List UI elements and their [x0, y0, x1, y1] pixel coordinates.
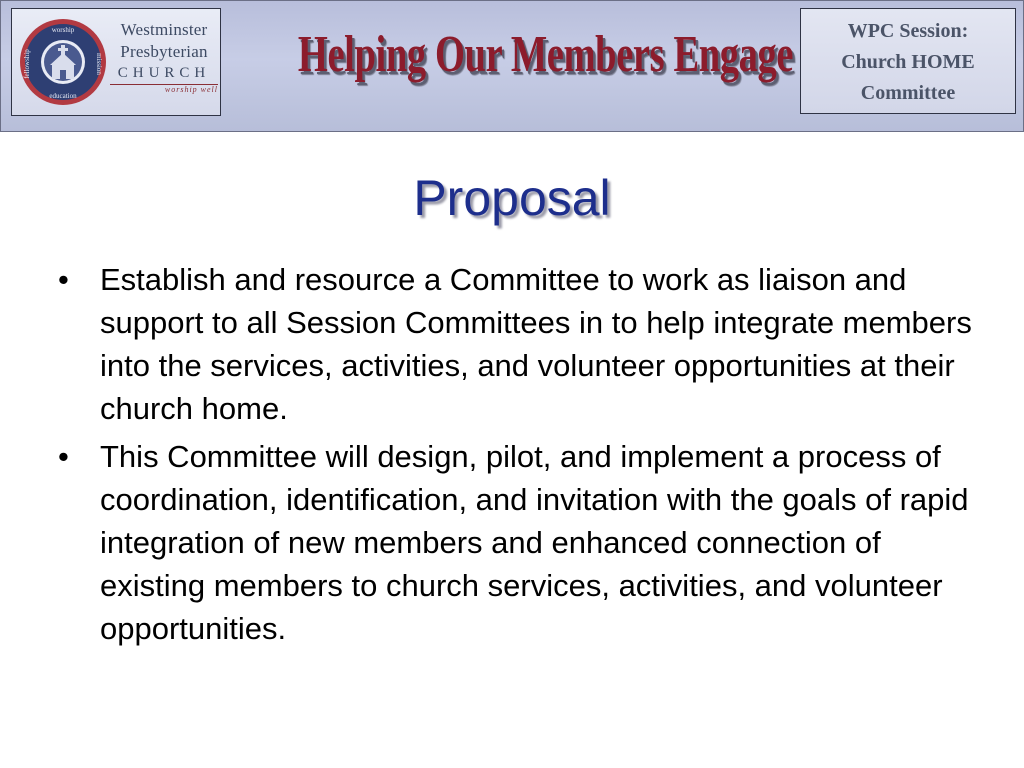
banner-headline: Helping Our Members Engage: [297, 26, 794, 83]
session-box: [800, 8, 1016, 114]
church-logo: [11, 8, 221, 116]
bullet-item: [58, 258, 988, 430]
church-tagline: worship well: [110, 84, 218, 94]
ring-word-right: mission: [95, 53, 103, 75]
ring-word-bottom: education: [49, 92, 77, 100]
church-name-line1: Westminster: [120, 20, 208, 39]
session-line3: Committee: [860, 82, 956, 104]
church-name-line2: Presbyterian: [120, 42, 208, 61]
church-name: [110, 19, 218, 94]
slide-title: Proposal: [413, 170, 611, 226]
ring-word-top: worship: [51, 26, 75, 34]
bullet-text: This Committee will design, pilot, and implement a process of coordination, identification, and invitation with the goals of rapid integration of new members and enhanced connection of existing members to church services, activities, and volunteer opportunities.: [100, 439, 969, 646]
bullet-list: [58, 258, 988, 655]
session-line1: WPC Session:: [847, 20, 969, 42]
church-name-line3: CHURCH: [117, 65, 211, 81]
church-seal-icon: [18, 17, 108, 107]
bullet-text: Establish and resource a Committee to work as liaison and support to all Session Committees in to help integrate members into the services, activities, and volunteer opportunities at their church home.: [100, 262, 972, 426]
bullet-item: [58, 435, 988, 650]
header-banner: [0, 0, 1024, 132]
bullet-dot-icon: •: [58, 262, 69, 297]
session-line2: Church HOME: [841, 51, 975, 73]
bullet-dot-icon: •: [58, 439, 69, 474]
ring-word-left: fellowship: [23, 49, 31, 79]
